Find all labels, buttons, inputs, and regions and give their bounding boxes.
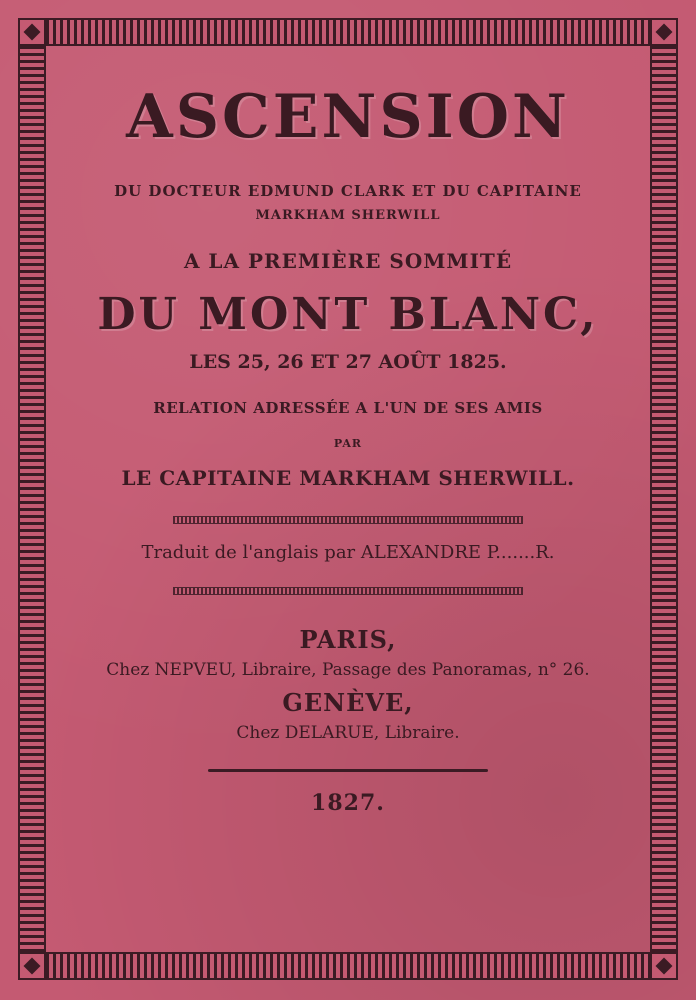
translator-line: Traduit de l'anglais par ALEXANDRE P.......R. [141,542,555,563]
border-left [18,18,46,980]
title-page-content [60,70,636,816]
city-paris: PARIS, [299,625,397,654]
subtitle-line-3: A LA PREMIÈRE SOMMITÉ [183,249,513,273]
ornamental-rule-1 [173,516,523,524]
subtitle-line-2: MARKHAM SHERWILL [255,208,441,223]
border-right [650,18,678,980]
author-line: LE CAPITAINE MARKHAM SHERWILL. [121,466,575,490]
subtitle-line-1: DU DOCTEUR EDMUND CLARK ET DU CAPITAINE [114,182,582,200]
corner-ornament-icon [650,18,678,46]
mountain-title: DU MONT BLANC, [97,289,599,340]
relation-line: RELATION ADRESSÉE A L'UN DE SES AMIS [153,399,543,417]
corner-ornament-icon [650,952,678,980]
corner-ornament-icon [18,952,46,980]
corner-ornament-icon [18,18,46,46]
main-title: ASCENSION [126,82,570,152]
divider-rule [208,769,488,772]
ornamental-rule-2 [173,587,523,595]
publisher-geneve: Chez DELARUE, Libraire. [236,723,460,743]
border-bottom [18,952,678,980]
ascent-dates: LES 25, 26 ET 27 AOÛT 1825. [189,351,507,373]
border-top [18,18,678,46]
city-geneve: GENÈVE, [282,688,414,717]
publication-year: 1827. [311,790,385,816]
par-word: PAR [333,437,363,450]
publisher-paris: Chez NEPVEU, Libraire, Passage des Panoramas, n° 26. [106,660,590,680]
